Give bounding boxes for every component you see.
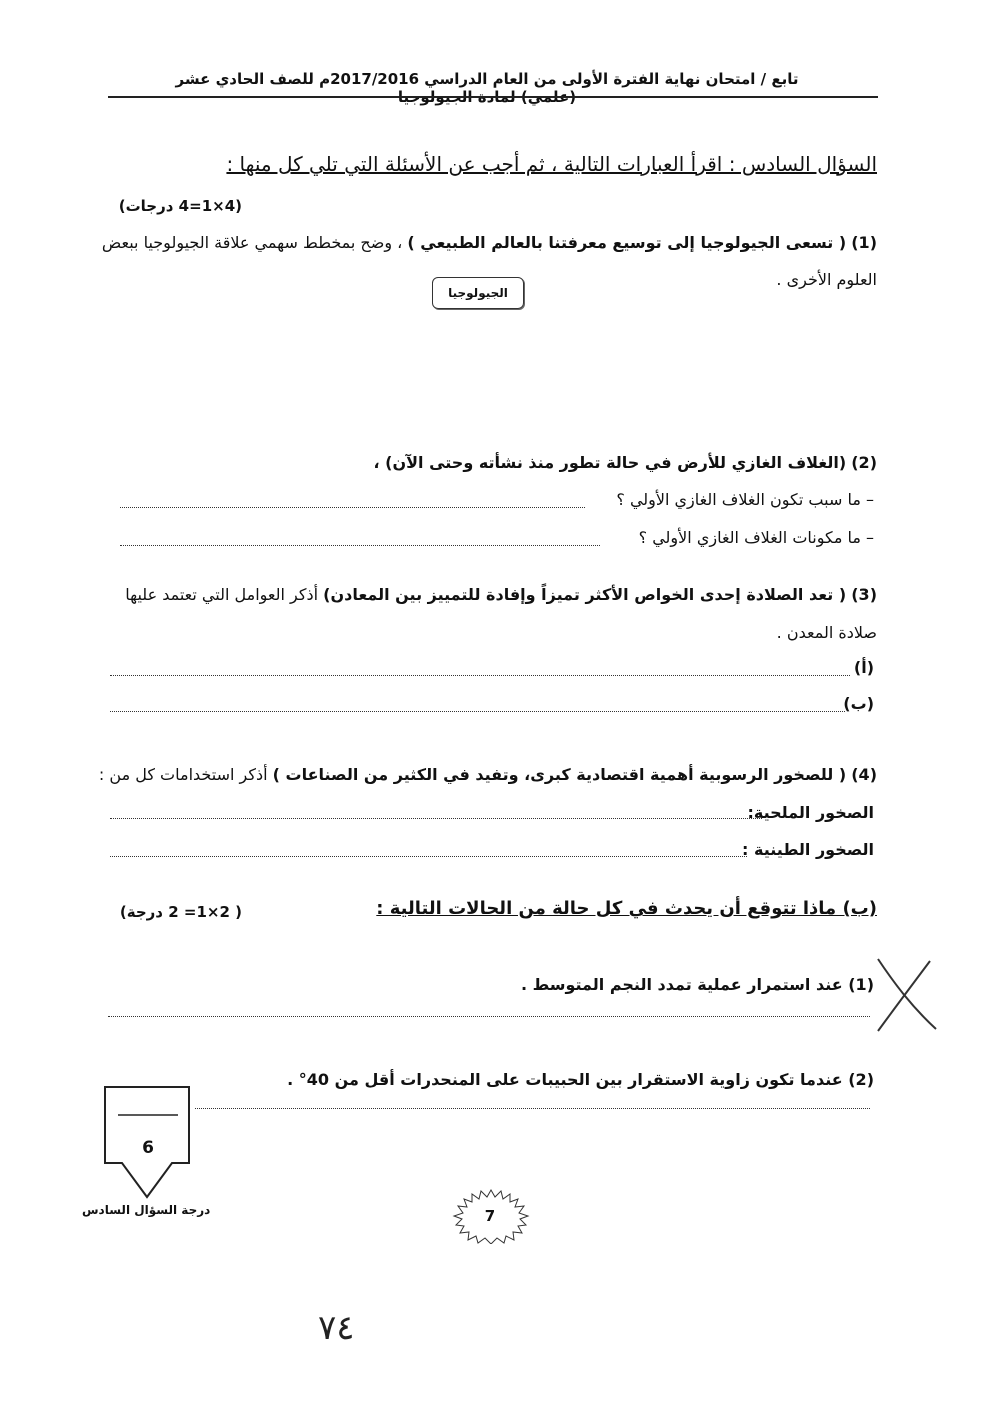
- q3-line2: صلادة المعدن .: [776, 623, 877, 642]
- q3-line1: [125, 585, 877, 604]
- cross-mark-icon: [872, 955, 942, 1035]
- q3-statement: ( تعد الصلادة إحدى الخواص الأكثر تميزاً وإفادة للتمييز بين المعادن): [323, 585, 847, 604]
- section-b-q1: (1) عند استمرار عملية تمدد النجم المتوسط .: [520, 975, 874, 994]
- score-label: درجة السؤال السادس: [82, 1203, 211, 1217]
- q3-option-a: (أ): [853, 658, 874, 677]
- q2-sub1: – ما سبب تكون الغلاف الغازي الأولي ؟: [616, 490, 874, 509]
- q3-option-b: (ب): [843, 694, 874, 713]
- q4-statement: ( للصخور الرسوبية أهمية اقتصادية كبرى، وتفيد في الكثير من الصناعات ): [272, 765, 847, 784]
- q4-item-clay-rocks: الصخور الطينية :: [742, 840, 874, 859]
- q4-clay-rocks-answer-line: [110, 856, 747, 857]
- q4-number: (4): [851, 765, 877, 784]
- q4-salt-rocks-answer-line: [110, 818, 762, 819]
- q3-instruction: أذكر العوامل التي تعتمد عليها: [125, 585, 319, 604]
- page-header-title: تابع / امتحان نهاية الفترة الأولى من العام الدراسي 2017/2016م للصف الحادي عشر (علمي) لمادة الجيولوجيا: [175, 70, 799, 106]
- q2-line1: [373, 453, 877, 472]
- q1-statement: ( تسعى الجيولوجيا إلى توسيع معرفتنا بالعالم الطبيعي ): [407, 233, 847, 252]
- section-b-q1-answer-line: [108, 1016, 870, 1017]
- q1-instruction: ، وضح بمخطط سهمي علاقة الجيولوجيا ببعض: [101, 233, 403, 252]
- q2-sub2: – ما مكونات الغلاف الغازي الأولي ؟: [638, 528, 874, 547]
- q2-statement: (الغلاف الغازي للأرض في حالة تطور منذ نشأته وحتى الآن) ،: [373, 453, 847, 472]
- header-divider: [108, 96, 878, 98]
- section-b-q2: (2) عندما تكون زاوية الاستقرار بين الحبيبات على المنحدرات أقل من 40° .: [287, 1070, 874, 1089]
- score-total: 6: [142, 1138, 154, 1158]
- q1-line1: [102, 233, 877, 252]
- q2-number: (2): [851, 453, 877, 472]
- section-b-marks: ( 2×1= 2 درجة): [119, 903, 242, 921]
- section-b-q2-answer-line: [195, 1108, 870, 1109]
- q4-item-salt-rocks: الصخور الملحية:: [747, 803, 874, 822]
- q1-number: (1): [851, 233, 877, 252]
- question-six-title: السؤال السادس : اقرأ العبارات التالية ، ثم أجب عن الأسئلة التي تلي كل منها :: [226, 152, 877, 176]
- geology-diagram-box: [432, 277, 524, 309]
- q2-sub2-answer-line: [120, 545, 600, 546]
- page-number: 7: [484, 1207, 496, 1225]
- handwritten-note: ٧٤: [318, 1308, 355, 1348]
- q2-sub1-answer-line: [120, 507, 585, 508]
- q1-line2: العلوم الأخرى .: [776, 270, 877, 289]
- section-a-marks: (4×1=4 درجات): [118, 197, 242, 215]
- q3-number: (3): [851, 585, 877, 604]
- section-b-title: (ب) ماذا تتوقع أن يحدث في كل حالة من الحالات التالية :: [376, 898, 877, 919]
- q3-option-b-answer-line: [110, 711, 845, 712]
- geology-box-label: الجيولوجيا: [448, 286, 508, 300]
- q4-line1: [99, 765, 877, 784]
- q4-instruction: أذكر استخدامات كل من :: [98, 765, 268, 784]
- q3-option-a-answer-line: [110, 675, 850, 676]
